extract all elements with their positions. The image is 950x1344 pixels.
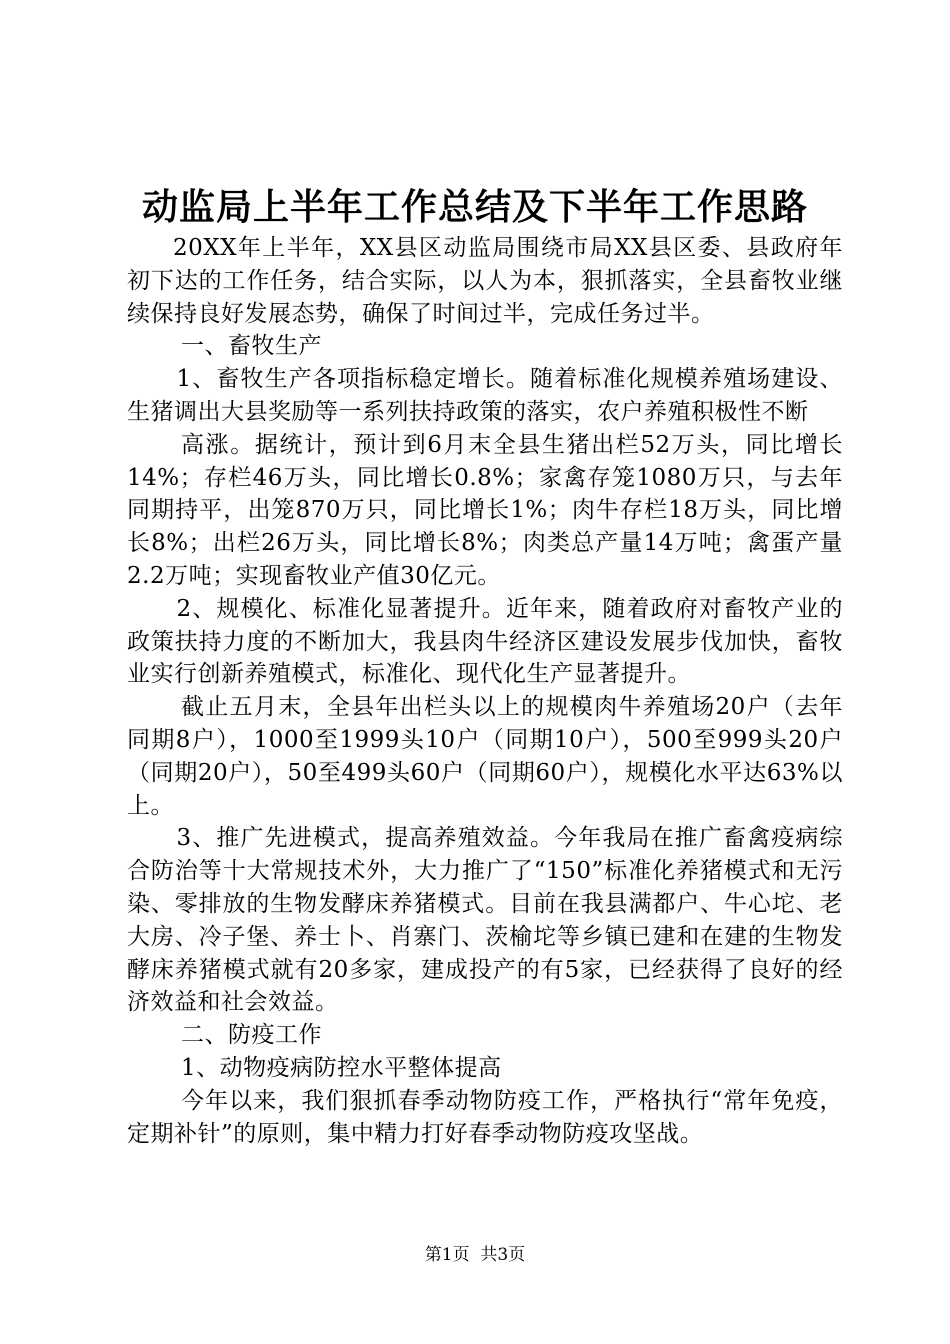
section-heading-livestock: 一、畜牧生产	[181, 333, 323, 360]
subheading-disease-control: 1、动物疫病防控水平整体提高	[181, 1054, 502, 1081]
intro-paragraph: 20XX年上半年，XX县区动监局围绕市局XX县区委、县政府年初下达的工作任务，结合实际，以人为本，狠抓落实，全县畜牧业继续保持良好发展态势，确保了时间过半，完成任务过半。	[127, 235, 843, 327]
paragraph-statistics: 高涨。据统计，预计到6月末全县生猪出栏52万头，同比增长14%；存栏46万头，同比增长0.8%；家禽存笼1080万只，与去年同期持平，出笼870万只，同比增长1%；肉牛存栏18万头，同比增长8%；出栏26万头，同比增长8%；肉类总产量14万吨；禽蛋产量2.2万吨；实现畜牧业产值30亿元。	[127, 431, 843, 589]
page-footer	[0, 1245, 950, 1265]
document-title: 动监局上半年工作总结及下半年工作思路	[141, 187, 808, 228]
paragraph-production-growth: 1、畜牧生产各项指标稳定增长。随着标准化规模养殖场建设、生猪调出大县奖励等一系列扶持政策的落实，农户养殖积极性不断	[127, 366, 843, 425]
paragraph-standardization: 2、规模化、标准化显著提升。近年来，随着政府对畜牧产业的政策扶持力度的不断加大，我县肉牛经济区建设发展步伐加快，畜牧业实行创新养殖模式，标准化、现代化生产显著提升。	[127, 595, 843, 688]
page-number: 第1页	[424, 1245, 470, 1265]
document-body	[127, 232, 843, 1150]
paragraph-advanced-models: 3、推广先进模式，提高养殖效益。今年我局在推广畜禽疫病综合防治等十大常规技术外，大力推广了“150”标准化养猪模式和无污染、零排放的生物发酵床养猪模式。目前在我县满都户、牛心坨、老大房、冷子堡、养士卜、肖寨门、茨榆坨等乡镇已建和在建的生物发酵床养猪模式就有20多家，建成投产的有5家，已经获得了良好的经济效益和社会效益。	[127, 825, 843, 1016]
paragraph-spring-prevention: 今年以来，我们狠抓春季动物防疫工作，严格执行“常年免疫，定期补针”的原则，集中精力打好春季动物防疫攻坚战。	[127, 1087, 843, 1147]
section-heading-epidemic-prevention: 二、防疫工作	[181, 1022, 323, 1049]
page-total: 共3页	[480, 1245, 526, 1265]
paragraph-scale-farms: 截止五月末，全县年出栏头以上的规模肉牛养殖场20户（去年同期8户），1000至1999头10户（同期10户），500至999头20户（同期20户），50至499头60户（同期60户），规模化水平达63%以上。	[127, 694, 843, 819]
